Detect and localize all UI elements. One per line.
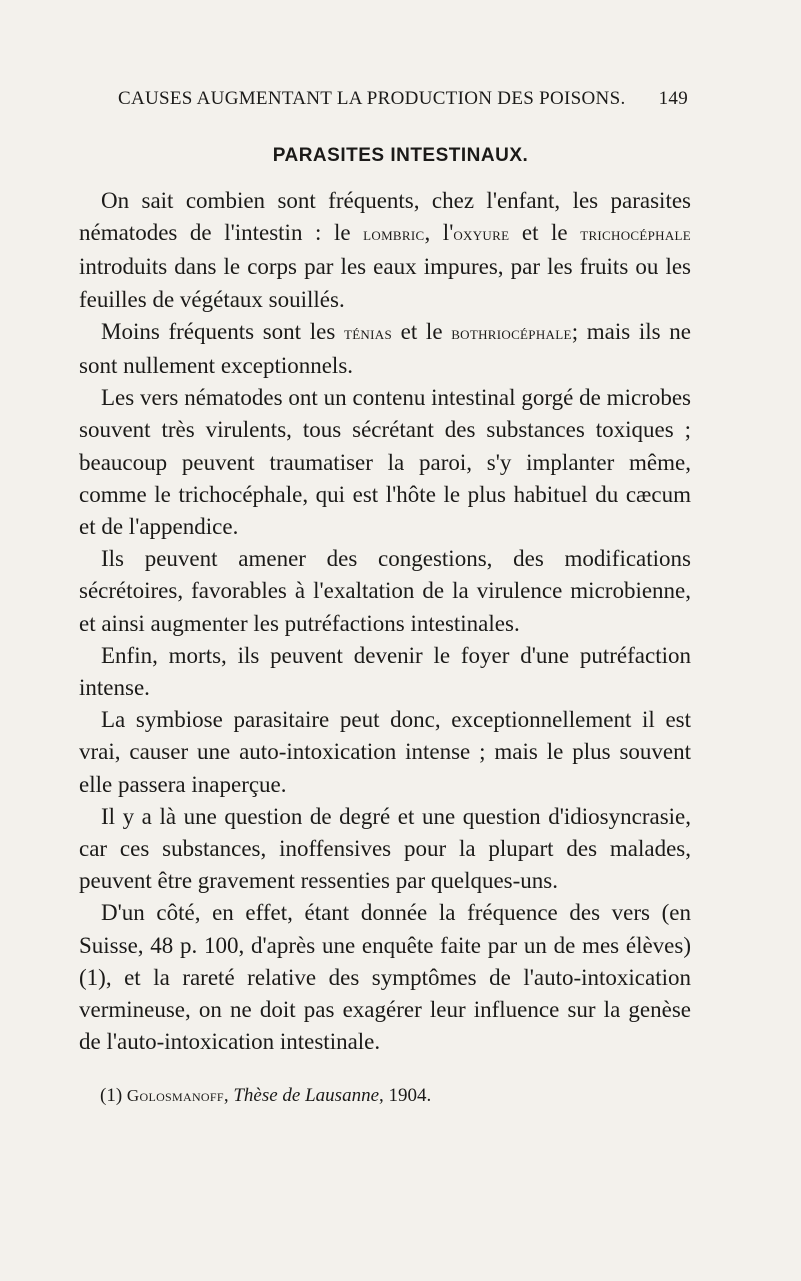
- footnote-year: , 1904.: [379, 1085, 432, 1106]
- paragraph-5: Enfin, morts, ils peuvent devenir le foyer d'une putréfaction intense.: [79, 642, 691, 701]
- text-run: et le: [509, 220, 581, 246]
- running-head: [118, 88, 688, 110]
- paragraph-4: Ils peuvent amener des congestions, des modifications sécrétoires, favorables à l'exaltation de la virulence microbienne, et ainsi augmenter les putréfactions intestinales.: [79, 546, 691, 636]
- paragraph-1: [79, 185, 691, 316]
- footnote-author: Golosmanoff: [126, 1086, 224, 1105]
- paragraph-7: Il y a là une question de degré et une question d'idiosyncrasie, car ces substances, inoffensives pour la plupart des malades, peuvent être gravement ressenties par quelques-uns.: [79, 803, 691, 894]
- text-run: ; mais ils ne sont nullement exceptionnels.: [79, 318, 691, 379]
- footnote-separator: ,: [223, 1085, 234, 1106]
- term-oxyure: oxyure: [453, 224, 510, 246]
- running-head-title: CAUSES AUGMENTANT LA PRODUCTION DES POISONS.: [118, 88, 626, 109]
- term-trichocephale: trichocéphale: [580, 224, 691, 246]
- page-number: 149: [658, 88, 688, 109]
- footnote-work: Thèse de Lausanne: [233, 1085, 379, 1106]
- text-run: Moins fréquents sont les: [101, 318, 344, 344]
- section-title: PARASITES INTESTINAUX.: [272, 145, 529, 166]
- footnote-marker: (1): [100, 1085, 127, 1106]
- term-lombric: lombric: [363, 224, 425, 246]
- term-tenias: ténias: [343, 322, 392, 344]
- footnote: [100, 1085, 700, 1107]
- paragraph-3: Les vers nématodes ont un contenu intestinal gorgé de microbes souvent très virulents, tous sécrétant des substances toxiques ; beaucoup peuvent traumatiser la paroi, s'y implanter même, comme le trichocéphale, qui est l'hôte le plus habituel du cæcum et de l'appendice.: [79, 385, 691, 540]
- text-run: , l': [424, 220, 454, 246]
- paragraph-8: D'un côté, en effet, étant donnée la fréquence des vers (en Suisse, 48 p. 100, d'après une enquête faite par un de mes élèves) (1), et la rareté relative des symptômes de l'auto-intoxication vermineuse, on ne doit pas exagérer leur influence sur la genèse de l'auto-intoxication intestinale.: [79, 900, 691, 1055]
- text-run: On sait combien sont fréquents, chez l'enfant, les parasites nématodes de l'intestin : le: [79, 188, 691, 246]
- term-bothriocephale: bothriocéphale: [451, 322, 572, 344]
- body-text: [79, 185, 691, 1058]
- paragraph-2: [79, 316, 691, 382]
- text-run: et le: [391, 318, 452, 344]
- text-run: introduits dans le corps par les eaux impures, par les fruits ou les feuilles de végétaux souillés.: [79, 254, 691, 312]
- paragraph-6: La symbiose parasitaire peut donc, exceptionnellement il est vrai, causer une auto-intoxication intense ; mais le plus souvent elle passera inaperçue.: [79, 707, 691, 797]
